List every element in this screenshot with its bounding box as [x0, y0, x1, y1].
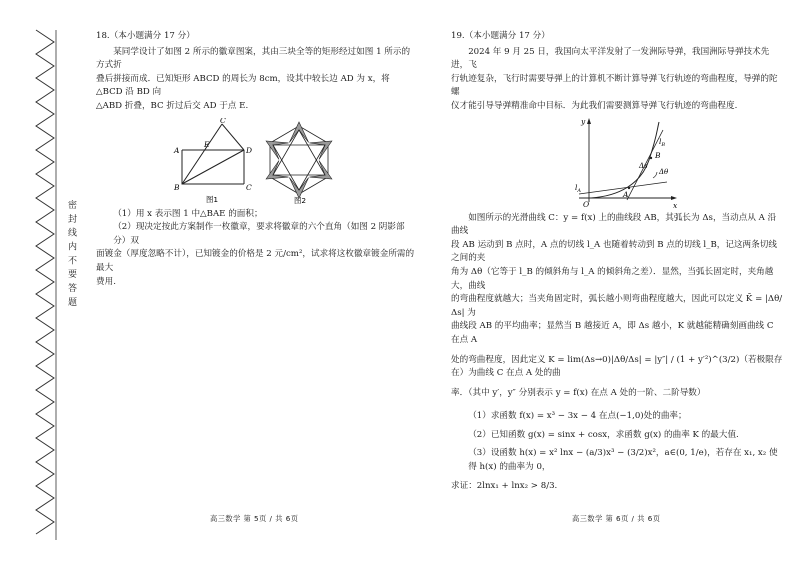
q19-part-2: （2）已知函数 g(x) = sinx + cosx，求函数 g(x) 的曲率 K 的最大值.	[468, 429, 739, 440]
label-O: O	[583, 199, 590, 209]
q19-intro-2: 行轨迹复杂，飞行时需要导弹上的计算机不断计算导弹飞行轨迹的弯曲程度，导弹的陀螺	[451, 73, 778, 98]
fig1-label-E: E	[204, 139, 210, 149]
fig1-label-C-top: C	[220, 117, 226, 125]
fig1-label-C: C	[246, 182, 252, 192]
right-page	[451, 30, 783, 493]
figure-1	[173, 118, 252, 204]
q18-part-2-end: 费用.	[96, 276, 116, 287]
q19-header: 19.（本小题满分 17 分）	[451, 31, 550, 41]
q19-body-3: 角为 Δθ（它等于 l_B 的倾斜角与 l_A 的倾斜角之差）．显然，当弧长固定时，夹角越大，曲线	[451, 266, 774, 291]
q18-figures	[96, 118, 416, 206]
curvature-figure-svg	[451, 116, 783, 212]
q19-body-5: 曲线段 AB 的平均曲率；显然当 B 越接近 A，即 Δs 越小，K 就越能精确刻画曲线 C 在点 A	[451, 321, 774, 345]
q18-part-1: （1）用 x 表示图 1 中△BAE 的面积；	[113, 208, 263, 219]
q18-part-2: （2）现决定按此方案制作一枚徽章，要求将徽章的六个直角（如图 2 阴影部分）双	[113, 222, 405, 246]
q19-body-1: 如图所示的光滑曲线 C：y = f(x) 上的曲线段 AB，其弧长为 Δs，当动点从 A 沿曲线	[451, 212, 777, 237]
figure-2	[266, 122, 332, 205]
q19-part-3: （3）设函数 h(x) = x² lnx − (a/3)x³ − (3/2)x²，a∈(0, 1/e)，若存在 x₁, x₂ 使得 h(x) 的曲率为 0，	[468, 448, 778, 473]
seal-line-notice: 密 封 线 内 不 要 答 题	[66, 200, 76, 308]
label-delta-s: Δs	[639, 161, 648, 170]
fig1-label-B: B	[174, 182, 180, 192]
q18-figure-svg	[96, 118, 416, 206]
q19-body-6: 处的弯曲程度，因此定义 K = lim(Δs→0)|Δθ/Δs| = |y″| / (1 + y′²)^(3/2)（若极限存在）为曲线 C 在点 A 处的曲	[451, 354, 783, 379]
label-B: B	[655, 150, 661, 160]
left-page	[96, 30, 416, 289]
q18-line-1: 某同学设计了如图 2 所示的徽章图案，其由三块全等的矩形经过如图 1 所示的方式折	[96, 46, 411, 71]
q19-intro-1: 2024 年 9 月 25 日，我国向太平洋发射了一发洲际导弹，我国洲际导弹技术先进，飞	[451, 46, 770, 71]
fig1-caption: 图1	[206, 194, 219, 204]
fig1-label-A: A	[174, 145, 180, 155]
fig2-caption: 图2	[294, 195, 307, 205]
label-delta-theta: Δθ	[659, 167, 669, 176]
q19-body-4: 的弯曲程度就越大；当夹角固定时，弧长越小则弯曲程度越大，因此可以定义 K̄ = |Δθ/Δs| 为	[451, 294, 783, 318]
q19-body-7: 率．（其中 y′，y″ 分别表示 y = f(x) 在点 A 处的一阶、二阶导数）	[451, 387, 706, 398]
q19-body-2: 段 AB 运动到 B 点时，A 点的切线 l_A 也随着转动到 B 点的切线 l_B，记这两条切线之间的夹	[451, 239, 777, 264]
label-lB: $l_B$	[659, 136, 666, 148]
label-lA: $l_A$	[575, 182, 582, 194]
footer-page-6: 高三数学 第 6页 / 共 6页	[572, 514, 661, 523]
q18-line-3: △ABD 折叠，BC 折过后交 AD 于点 E.	[96, 100, 249, 111]
q19-part-1: （1）求函数 f(x) = x³ − 3x − 4 在点(−1,0)处的曲率；	[468, 411, 687, 422]
footer-page-5: 高三数学 第 5页 / 共 6页	[210, 514, 299, 523]
q19-figure	[451, 116, 783, 212]
binding-margin	[0, 0, 82, 566]
q18-part-2-cont: 面镀金（厚度忽略不计），已知镀金的价格是 2 元/cm²，试求将这枚徽章镀金所需的最大	[96, 249, 415, 273]
label-y: y	[581, 116, 586, 126]
q19-part-3-proof: 求证：2lnx₁ + lnx₂ > 8/3.	[451, 480, 558, 491]
q18-header: 18.（本小题满分 17 分）	[96, 31, 195, 41]
curve-C	[591, 122, 659, 198]
q19-intro-3: 仪才能引导导弹精准命中目标．为此我们需要测算导弹飞行轨迹的弯曲程度.	[451, 100, 738, 111]
fig1-label-D: D	[246, 145, 253, 155]
label-A: A	[623, 189, 629, 199]
q18-line-2: 叠后拼接而成．已知矩形 ABCD 的周长为 8cm，设其中较长边 AD 为 x，将△BCD 沿 BD 向	[96, 73, 390, 98]
label-x: x	[673, 200, 678, 210]
